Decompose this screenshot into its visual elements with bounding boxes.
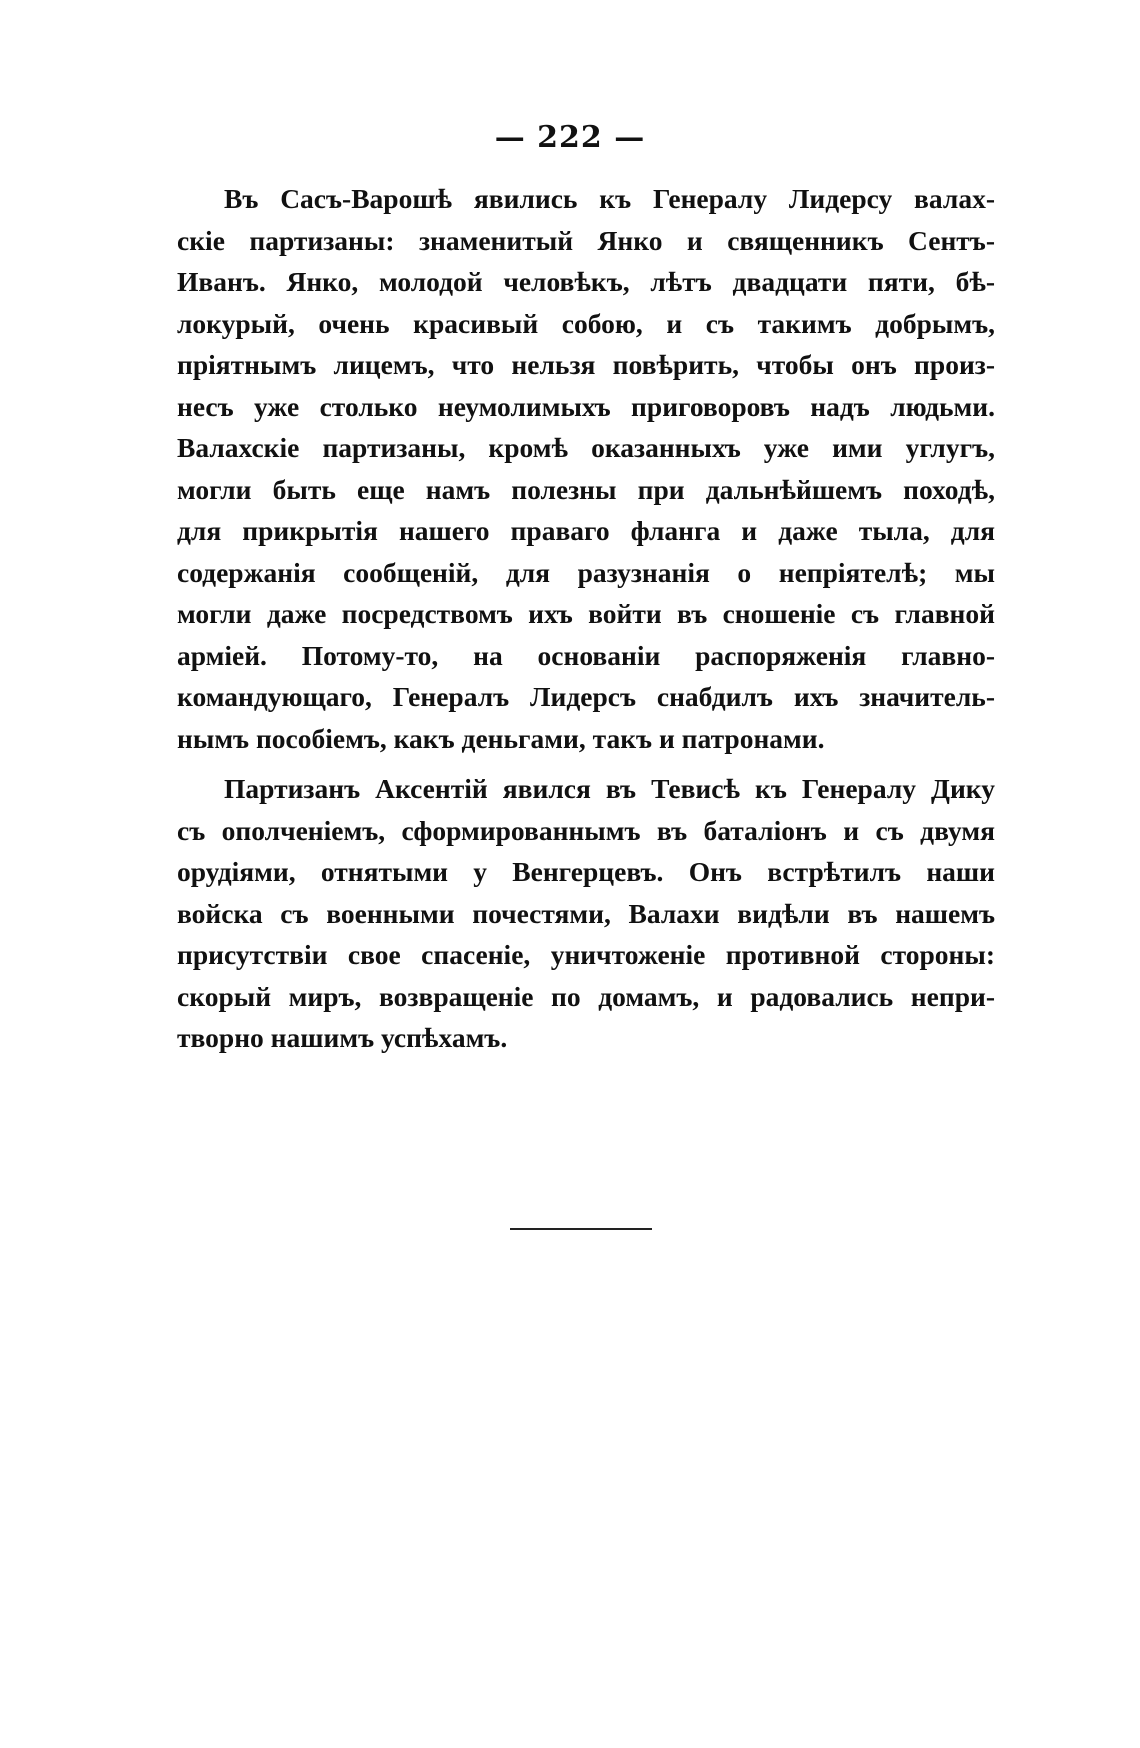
text-line: Партизанъ Аксентій явился въ Тевисѣ къ Генералу Дику <box>224 773 995 804</box>
text-line: пріятнымъ лицемъ, что нельзя повѣрить, чтобы онъ произ- <box>177 349 995 380</box>
text-line: Въ Сасъ-Варошѣ явились къ Генералу Лидерсу валах- <box>224 183 995 214</box>
text-line: орудіями, отнятыми у Венгерцевъ. Онъ встрѣтилъ наши <box>177 856 995 887</box>
text-line: арміей. Потому-то, на основаніи распоряженія главно- <box>177 639 995 671</box>
page-number: — 222 — <box>494 120 646 155</box>
text-line: несъ уже столько неумолимыхъ приговоровъ надъ людьми. <box>177 390 995 422</box>
text-line: Иванъ. Янко, молодой человѣкъ, лѣтъ двадцати пяти, бѣ- <box>177 266 995 297</box>
text-line: локурый, очень красивый собою, и съ такимъ добрымъ, <box>177 307 995 339</box>
text-line: нымъ пособіемъ, какъ деньгами, такъ и патронами. <box>177 722 825 754</box>
text-line: командующаго, Генералъ Лидерсъ снабдилъ ихъ значитель- <box>177 681 995 712</box>
text-line: присутствіи свое спасеніе, уничтоженіе противной стороны: <box>177 939 995 970</box>
text-line: могли даже посредствомъ ихъ войти въ сношеніе съ главной <box>177 598 995 629</box>
text-line: Валахскіе партизаны, кромѣ оказанныхъ уже ими углугъ, <box>177 432 995 463</box>
body-text <box>177 178 995 1059</box>
paragraph-1 <box>177 178 995 759</box>
text-line: войска съ военными почестями, Валахи видѣли въ нашемъ <box>177 897 995 929</box>
end-rule-divider <box>510 1228 652 1230</box>
text-line: скорый миръ, возвращеніе по домамъ, и радовались непри- <box>177 980 995 1012</box>
paragraph-2 <box>177 768 995 1059</box>
text-line: могли быть еще намъ полезны при дальнѣйшемъ походѣ, <box>177 473 995 505</box>
text-line: для прикрытія нашего праваго фланга и даже тыла, для <box>177 515 995 546</box>
text-line: скіе партизаны: знаменитый Янко и священникъ Сентъ- <box>177 224 995 256</box>
text-line: творно нашимъ успѣхамъ. <box>177 1022 508 1053</box>
text-line: содержанія сообщеній, для разузнанія о непріятелѣ; мы <box>177 556 995 588</box>
text-line: съ ополченіемъ, сформированнымъ въ баталіонъ и съ двумя <box>177 814 995 846</box>
